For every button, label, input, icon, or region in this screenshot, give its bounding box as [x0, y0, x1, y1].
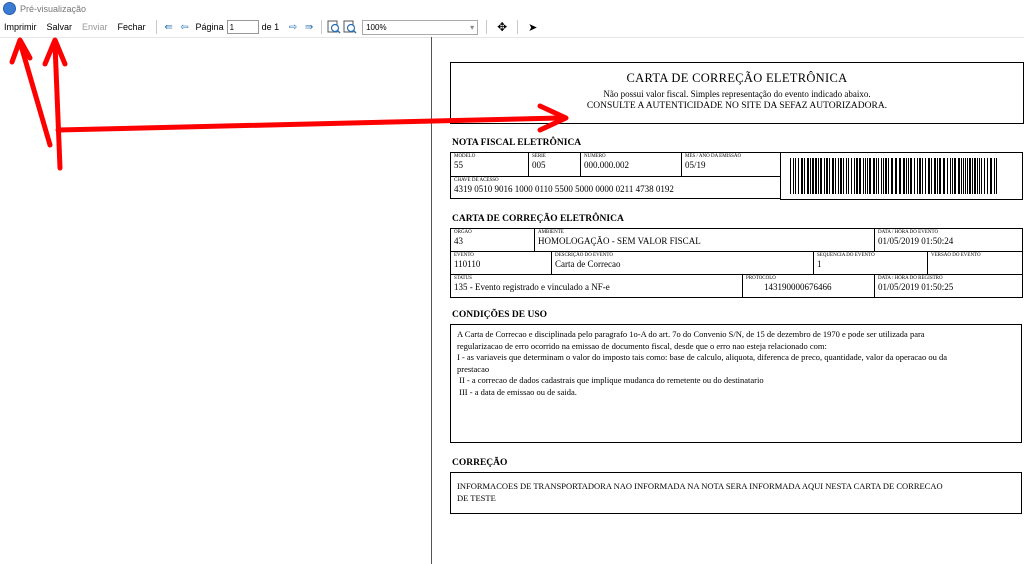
- correcao-section-title: CORREÇÃO: [452, 458, 508, 468]
- document-subtitle: Não possui valor fiscal. Simples representação do evento indicado abaixo.: [603, 89, 871, 99]
- last-page-icon[interactable]: ⇛: [304, 21, 314, 33]
- arrow-to-print: [20, 42, 50, 145]
- condicoes-section-title: CONDIÇÕES DE USO: [452, 310, 548, 320]
- save-button[interactable]: Salvar: [46, 22, 73, 32]
- print-button[interactable]: Imprimir: [4, 22, 37, 32]
- zoom-in-icon[interactable]: [327, 20, 341, 34]
- condicoes-line: I - as variaveis que determinam o valor do imposto tais como: base de calculo, aliquota, diferenca de preco, quantidade, valor da operacao ou da: [457, 352, 947, 362]
- datahora-evento-cell: DATA / HORA DO EVENTO 01/05/2019 01:50:24: [875, 229, 1023, 252]
- document-header: [450, 62, 1024, 124]
- modelo-cell: MODELO 55: [451, 153, 529, 177]
- registro-cell: DATA / HORA DO REGISTRO 01/05/2019 01:50:25: [875, 275, 1023, 298]
- document-page: [432, 38, 1024, 564]
- window-title: Pré-visualização: [20, 3, 87, 14]
- versao-cell: VERSÃO DO EVENTO: [928, 252, 1023, 275]
- correcao-line: DE TESTE: [457, 492, 496, 503]
- app-icon: [3, 2, 16, 15]
- toolbar: [0, 17, 1024, 38]
- toolbar-separator: [156, 20, 157, 34]
- toolbar-separator: [517, 20, 518, 34]
- mes-cell: MÊS / ANO DA EMISSÃO 05/19: [682, 153, 781, 177]
- status-cell: STATUS 135 - Evento registrado e vinculado a NF-e: [451, 275, 743, 298]
- evento-cell: EVENTO 110110: [451, 252, 552, 275]
- pointer-icon[interactable]: ➤: [528, 21, 538, 34]
- cce-table: [450, 228, 1023, 298]
- condicoes-box: [450, 324, 1022, 443]
- arrow-to-print-head: [12, 40, 30, 62]
- arrow-to-save: [55, 44, 60, 168]
- serie-cell: SÉRIE 005: [529, 153, 581, 177]
- send-button[interactable]: Enviar: [82, 22, 108, 32]
- first-page-icon[interactable]: ⇚: [164, 21, 173, 33]
- protocolo-cell: PROTOCOLO 143190000676466: [743, 275, 875, 298]
- numero-cell: NÚMERO 000.000.002: [581, 153, 682, 177]
- page-label: Página: [195, 22, 224, 32]
- document-notice: CONSULTE A AUTENTICIDADE NO SITE DA SEFAZ AUTORIZADORA.: [586, 101, 888, 111]
- toolbar-separator: [486, 20, 487, 34]
- chave-cell: CHAVE DE ACESSO 4319 0510 9016 1000 0110 5500 5000 0000 0211 4738 0192: [451, 177, 781, 199]
- nfe-section-title: NOTA FISCAL ELETRÔNICA: [452, 138, 582, 148]
- sequencia-cell: SEQUÊNCIA DO EVENTO 1: [814, 252, 928, 275]
- page-number-input[interactable]: [227, 20, 259, 34]
- cce-section-title: CARTA DE CORREÇÃO ELETRÔNICA: [452, 214, 624, 224]
- ambiente-cell: AMBIENTE HOMOLOGAÇÃO - SEM VALOR FISCAL: [535, 229, 875, 252]
- toolbar-separator: [321, 20, 322, 34]
- close-button[interactable]: Fechar: [117, 22, 146, 32]
- arrow-to-save-head: [45, 40, 65, 64]
- condicoes-line: prestacao: [457, 363, 490, 374]
- chevron-down-icon: ▾: [470, 22, 475, 32]
- title-bar: [0, 0, 1024, 17]
- correcao-box: [450, 472, 1022, 514]
- zoom-value: 100%: [366, 22, 387, 32]
- condicoes-line: III - a data de emissao ou de saida.: [457, 386, 577, 397]
- descricao-cell: DESCRIÇÃO DO EVENTO Carta de Correcao: [552, 252, 814, 275]
- correcao-line: INFORMACOES DE TRANSPORTADORA NAO INFORMADA NA NOTA SERA INFORMADA AQUI NESTA CARTA DE CORRECAO: [457, 481, 943, 491]
- condicoes-line: A Carta de Correcao e disciplinada pelo paragrafo 1o-A do art. 7o do Convenio S/N, de 15 de dezembro de 1970 e pode ser utilizada para: [457, 329, 925, 339]
- condicoes-line: II - a correcao de dados cadastrais que implique mudanca do remetente ou do destinatario: [457, 375, 764, 385]
- condicoes-line: regularizacao de erro ocorrido na emissao de documento fiscal, desde que o erro nao esteja relacionado com:: [457, 340, 827, 351]
- previous-page-icon[interactable]: ⇦: [180, 21, 189, 33]
- zoom-out-icon[interactable]: [343, 20, 357, 34]
- next-page-icon[interactable]: ⇨: [288, 21, 298, 33]
- orgao-cell: ORGAO 43: [451, 229, 535, 252]
- nfe-table: [450, 152, 781, 199]
- zoom-select[interactable]: [362, 20, 478, 35]
- document-title: CARTA DE CORREÇÃO ELETRÔNICA: [626, 71, 848, 85]
- page-count: de 1: [261, 22, 280, 32]
- move-icon[interactable]: ✥: [497, 20, 508, 34]
- barcode-frame: [780, 152, 1023, 200]
